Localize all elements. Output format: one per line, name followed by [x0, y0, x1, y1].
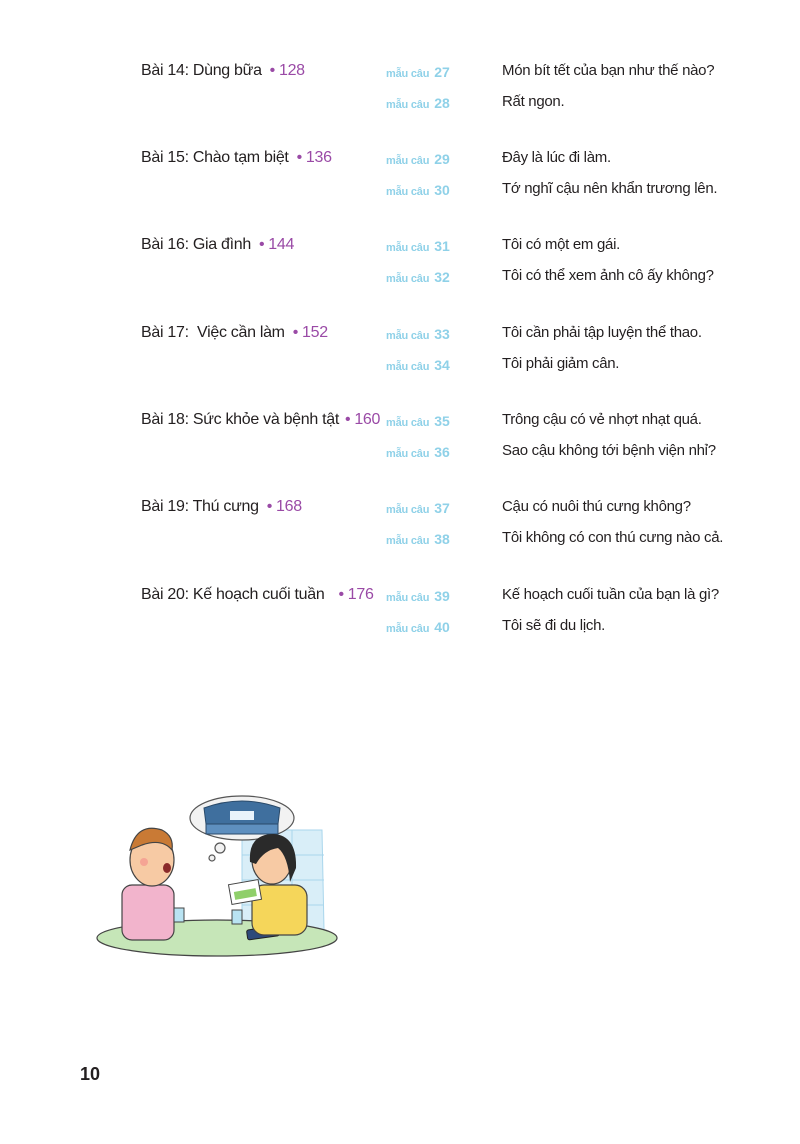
- pattern-sentence: Tôi cần phải tập luyện thể thao.: [502, 324, 702, 341]
- pattern-number: 30: [434, 182, 450, 198]
- lesson-14: [0, 62, 800, 122]
- pattern-sentence: Rất ngon.: [502, 93, 565, 110]
- pattern-label: mẫu câu 28: [386, 95, 450, 111]
- pattern-label: mẫu câu 34: [386, 357, 450, 373]
- lesson-20: [0, 586, 800, 646]
- pattern-number: 31: [434, 238, 450, 254]
- lesson-page-number: 168: [276, 498, 302, 515]
- lesson-18: [0, 411, 800, 471]
- bullet-icon: •: [345, 411, 351, 428]
- lesson-title-text: Bài 15: Chào tạm biệt: [141, 149, 289, 166]
- pattern-label: mẫu câu 39: [386, 588, 450, 604]
- bullet-icon: •: [292, 324, 299, 341]
- lesson-title[interactable]: [141, 324, 328, 342]
- pattern-label: mẫu câu 29: [386, 151, 450, 167]
- pattern-number: 28: [434, 95, 450, 111]
- lesson-title-text: Bài 14: Dùng bữa: [141, 62, 262, 79]
- pattern-sentence: Trông cậu có vẻ nhợt nhạt quá.: [502, 411, 702, 428]
- lesson-title[interactable]: [141, 62, 305, 80]
- lesson-19: [0, 498, 800, 558]
- lesson-page-number: 136: [305, 149, 332, 166]
- bullet-icon: •: [338, 586, 344, 603]
- pattern-sentence: Tôi có thể xem ảnh cô ấy không?: [502, 267, 714, 284]
- bullet-icon: •: [258, 236, 265, 253]
- lesson-title[interactable]: [141, 411, 380, 429]
- pattern-number: 38: [434, 531, 450, 547]
- lesson-17: [0, 324, 800, 384]
- pattern-label: mẫu câu 32: [386, 269, 450, 285]
- bullet-icon: •: [266, 498, 273, 515]
- lesson-16: [0, 236, 800, 296]
- cup-icon: [174, 908, 184, 922]
- pattern-number: 40: [434, 619, 450, 635]
- pattern-label: mẫu câu 35: [386, 413, 450, 429]
- pattern-label: mẫu câu 30: [386, 182, 450, 198]
- pattern-label: mẫu câu 31: [386, 238, 450, 254]
- pattern-label: mẫu câu 36: [386, 444, 450, 460]
- pattern-label: mẫu câu 37: [386, 500, 450, 516]
- station-icon: [204, 801, 280, 834]
- man-figure: [122, 828, 174, 940]
- lesson-page-number: 152: [302, 324, 328, 341]
- pattern-sentence: Tôi sẽ đi du lịch.: [502, 617, 605, 634]
- pattern-sentence: Món bít tết của bạn như thế nào?: [502, 62, 715, 79]
- pattern-sentence: Tôi phải giảm cân.: [502, 355, 620, 372]
- pattern-sentence: Tôi có một em gái.: [502, 236, 620, 253]
- lesson-title[interactable]: [141, 236, 294, 254]
- pattern-number: 27: [434, 64, 450, 80]
- lesson-title-text: Bài 20: Kế hoạch cuối tuần: [141, 586, 325, 603]
- cartoon-illustration: [92, 790, 347, 960]
- pattern-number: 39: [434, 588, 450, 604]
- pattern-number: 37: [434, 500, 450, 516]
- pattern-sentence: Sao cậu không tới bệnh viện nhỉ?: [502, 442, 716, 459]
- lesson-page-number: 176: [347, 586, 374, 603]
- cup-icon: [232, 910, 242, 924]
- pattern-label: mẫu câu 38: [386, 531, 450, 547]
- lesson-title-text: Bài 18: Sức khỏe và bệnh tật: [141, 411, 339, 428]
- pattern-number: 35: [434, 413, 450, 429]
- pattern-sentence: Tôi không có con thú cưng nào cả.: [502, 529, 724, 546]
- lesson-title[interactable]: [141, 149, 332, 167]
- pattern-number: 32: [434, 269, 450, 285]
- lesson-page-number: 128: [278, 62, 305, 79]
- pattern-sentence: Cậu có nuôi thú cưng không?: [502, 498, 691, 515]
- lesson-title-text: Bài 17: Việc cần làm: [141, 324, 285, 341]
- pattern-number: 34: [434, 357, 450, 373]
- lesson-page-number: 160: [354, 411, 381, 428]
- pattern-number: 33: [434, 326, 450, 342]
- pattern-sentence: Đây là lúc đi làm.: [502, 149, 611, 166]
- lesson-title-text: Bài 16: Gia đình: [141, 236, 251, 253]
- lesson-15: [0, 149, 800, 209]
- pattern-sentence: Tớ nghĩ cậu nên khẩn trương lên.: [502, 180, 718, 197]
- pattern-label: mẫu câu 33: [386, 326, 450, 342]
- bullet-icon: •: [296, 149, 302, 166]
- lesson-page-number: 144: [268, 236, 295, 253]
- lesson-title-text: Bài 19: Thú cưng: [141, 498, 259, 515]
- pattern-number: 36: [434, 444, 450, 460]
- pattern-label: mẫu câu 27: [386, 64, 450, 80]
- bullet-icon: •: [269, 62, 275, 79]
- pattern-number: 29: [434, 151, 450, 167]
- page-number: 10: [80, 1064, 101, 1084]
- lesson-title[interactable]: [141, 586, 374, 604]
- pattern-sentence: Kế hoạch cuối tuần của bạn là gì?: [502, 586, 719, 603]
- lesson-title[interactable]: [141, 498, 302, 516]
- pattern-label: mẫu câu 40: [386, 619, 450, 635]
